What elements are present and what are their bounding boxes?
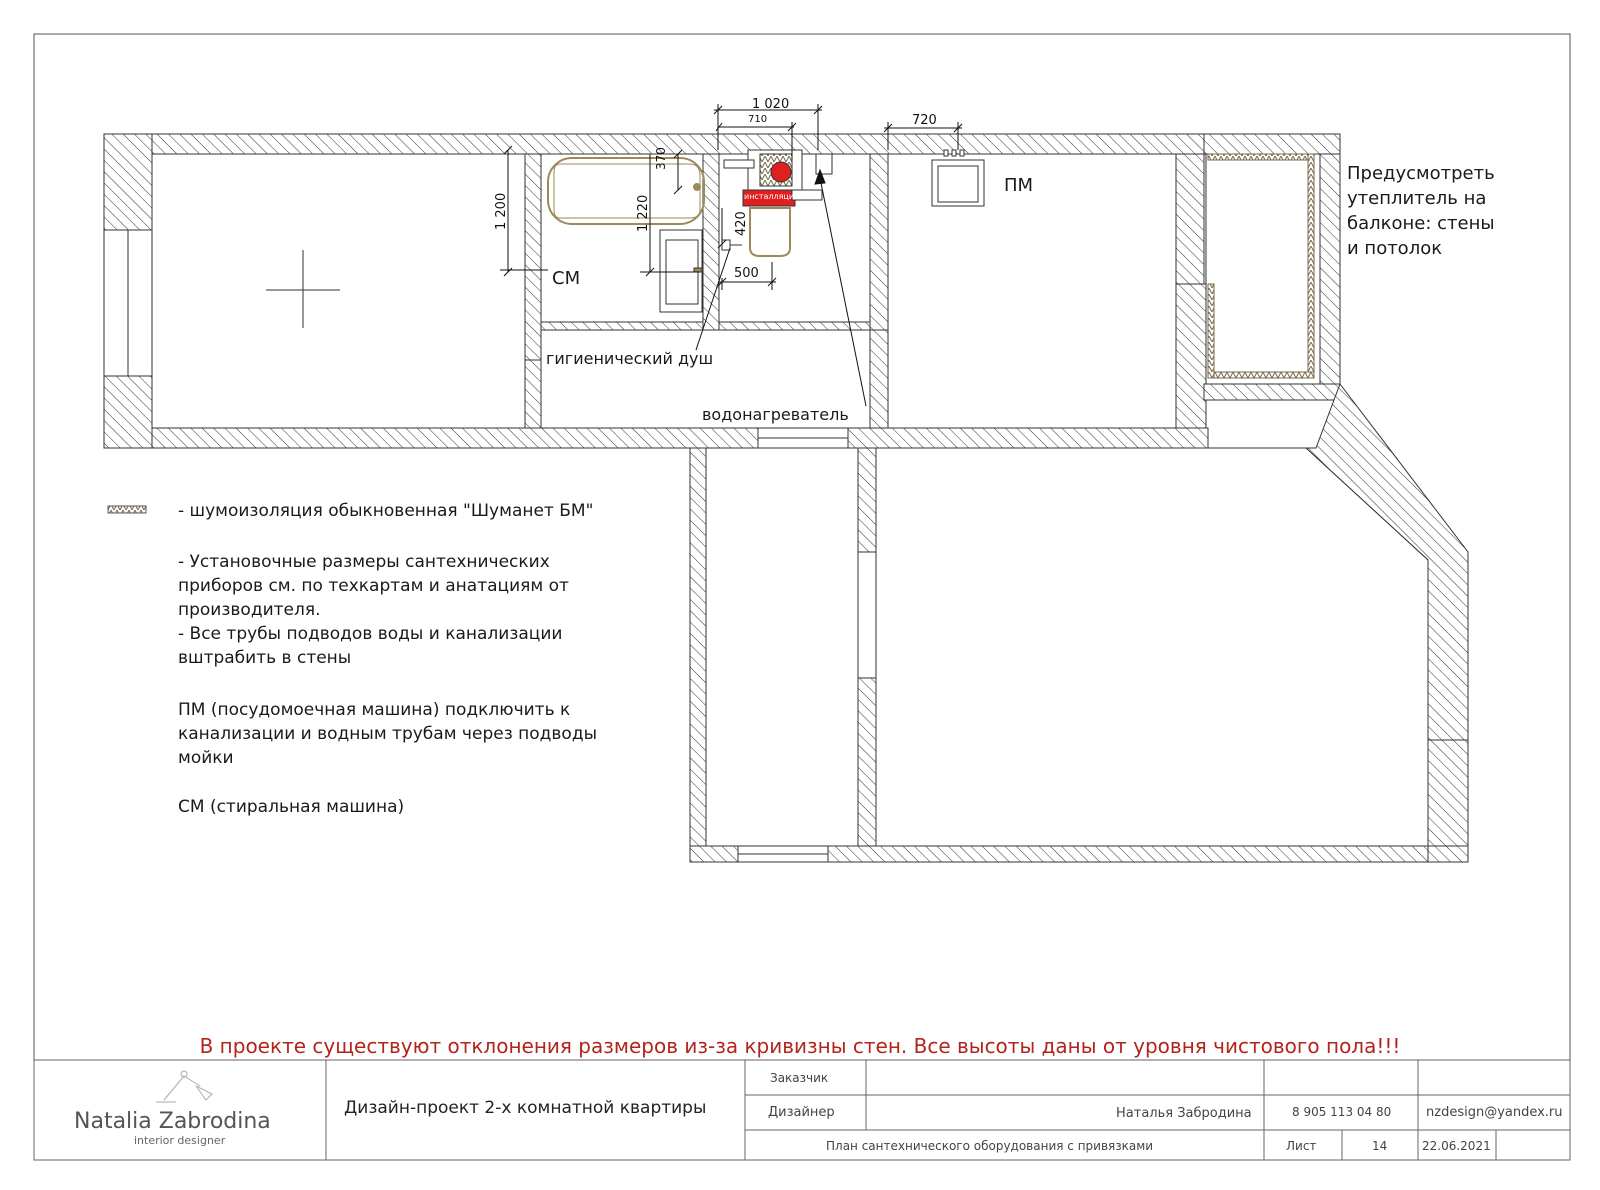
insulation-legend-symbol — [108, 506, 146, 513]
designer-phone: 8 905 113 04 80 — [1292, 1105, 1392, 1119]
customer-label: Заказчик — [770, 1071, 829, 1085]
project-title: Дизайн-проект 2-х комнатной квартиры — [344, 1098, 707, 1118]
dim-500: 500 — [734, 266, 759, 281]
logo-subtitle: interior designer — [134, 1134, 226, 1147]
label-water-heater: водонагреватель — [702, 405, 849, 424]
warning-text: В проекте существуют отклонения размеров из-за кривизны стен. Все высоты даны от уровня чистового пола!!! — [199, 1034, 1401, 1058]
sheet-number: 14 — [1372, 1139, 1388, 1153]
dim-1220: 1 220 — [636, 194, 651, 232]
dim-720: 720 — [912, 113, 937, 128]
logo-lamp-icon — [156, 1071, 212, 1102]
label-hygienic-shower: гигиенический душ — [546, 349, 714, 368]
logo-name: Natalia Zabrodina — [74, 1109, 271, 1134]
sheet-label: Лист — [1286, 1139, 1317, 1153]
note-installation-sizes: - Установочные размеры сантехнических приборов см. по техкартам и анатациям от производителя. - Все трубы подводов воды и канализации вштрабить в стены — [178, 552, 569, 668]
note-washing-machine: СМ (стиральная машина) — [178, 797, 405, 817]
balcony-note: Предусмотреть утеплитель на балконе: стены и потолок — [1347, 163, 1495, 259]
sheet-title: План сантехнического оборудования с привязками — [826, 1139, 1154, 1153]
designer-email: nzdesign@yandex.ru — [1426, 1105, 1563, 1120]
dim-1020: 1 020 — [752, 97, 790, 112]
note-dishwasher: ПМ (посудомоечная машина) подключить к канализации и водным трубам через подводы мойки — [178, 700, 597, 768]
designer-name: Наталья Забродина — [1116, 1106, 1252, 1121]
designer-label: Дизайнер — [768, 1105, 835, 1120]
dim-710: 710 — [748, 114, 768, 125]
dim-1200: 1 200 — [494, 192, 509, 230]
label-sm: СМ — [552, 268, 581, 289]
dim-420: 420 — [734, 211, 749, 236]
sheet-date: 22.06.2021 — [1422, 1139, 1491, 1153]
label-pm: ПМ — [1004, 175, 1034, 196]
dim-370: 370 — [654, 147, 668, 170]
label-installation: инсталляция — [744, 192, 799, 201]
washbasin — [660, 230, 702, 312]
legend-insulation: - шумоизоляция обыкновенная "Шуманет БМ" — [178, 501, 594, 521]
